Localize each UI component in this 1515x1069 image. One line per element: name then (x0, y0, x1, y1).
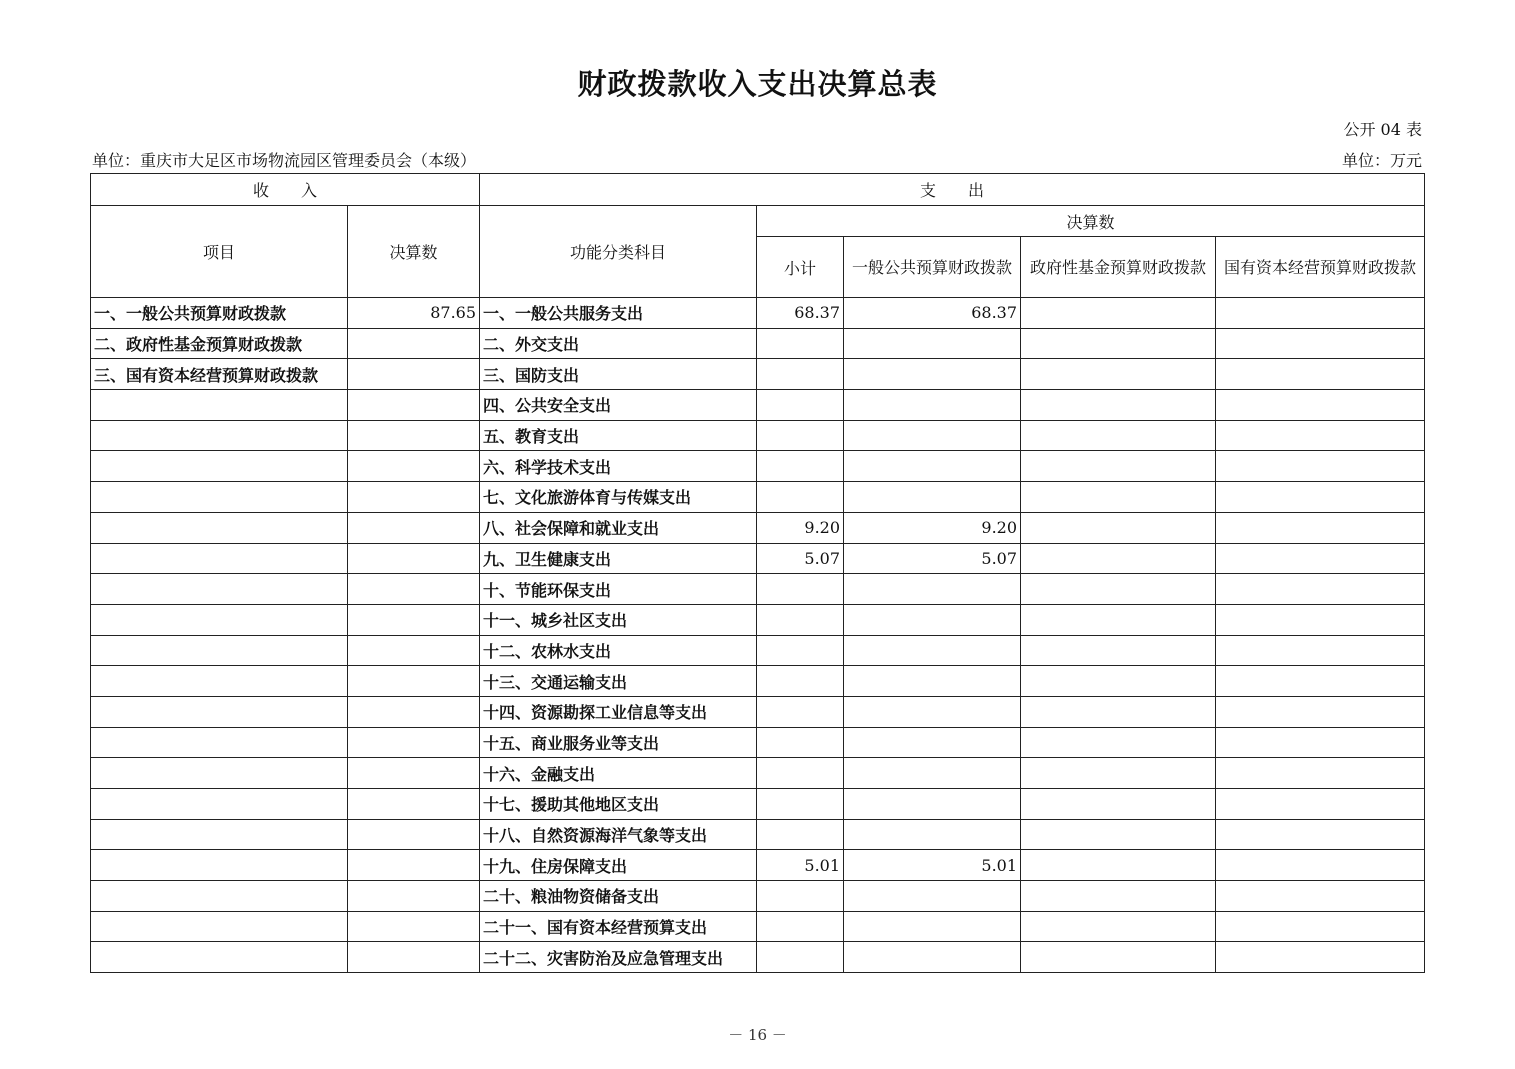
general-budget-cell (844, 881, 1021, 912)
income-item-cell: 一、一般公共预算财政拨款 (91, 298, 348, 329)
income-amount-cell (348, 911, 480, 942)
page-title: 财政拨款收入支出决算总表 (577, 67, 938, 101)
state-capital-cell (1216, 635, 1425, 666)
income-item-cell (91, 574, 348, 605)
subtotal-cell (757, 420, 844, 451)
income-item-cell (91, 942, 348, 973)
income-amount-cell (348, 789, 480, 820)
table-row (91, 727, 1425, 758)
general-budget-cell (844, 666, 1021, 697)
gov-fund-cell (1021, 635, 1216, 666)
income-amount-cell (348, 390, 480, 421)
subtotal-cell: 68.37 (757, 298, 844, 329)
table-row (91, 543, 1425, 574)
expense-item-cell: 五、教育支出 (480, 420, 757, 451)
budget-table (90, 173, 1425, 973)
subtotal-cell (757, 451, 844, 482)
state-capital-cell (1216, 359, 1425, 390)
expense-item-cell: 十五、商业服务业等支出 (480, 727, 757, 758)
amount-header: 决算数 (348, 206, 480, 298)
general-budget-cell (844, 451, 1021, 482)
income-item-cell (91, 543, 348, 574)
income-amount-cell (348, 758, 480, 789)
table-row (91, 482, 1425, 513)
general-budget-cell (844, 942, 1021, 973)
income-amount-cell (348, 635, 480, 666)
currency-unit: 单位：万元 (1341, 151, 1422, 170)
general-budget-cell: 5.07 (844, 543, 1021, 574)
subtotal-cell: 9.20 (757, 512, 844, 543)
gov-fund-header: 政府性基金预算财政拨款 (1021, 237, 1216, 298)
subtotal-cell (757, 574, 844, 605)
state-capital-cell (1216, 758, 1425, 789)
expense-item-cell: 十六、金融支出 (480, 758, 757, 789)
table-row (91, 390, 1425, 421)
state-capital-cell (1216, 819, 1425, 850)
income-item-cell (91, 512, 348, 543)
expense-item-cell: 二十一、国有资本经营预算支出 (480, 911, 757, 942)
expense-item-cell: 十二、农林水支出 (480, 635, 757, 666)
gov-fund-cell (1021, 543, 1216, 574)
subtotal-cell (757, 666, 844, 697)
general-budget-cell: 9.20 (844, 512, 1021, 543)
state-capital-cell (1216, 881, 1425, 912)
expense-item-cell: 九、卫生健康支出 (480, 543, 757, 574)
income-item-cell (91, 482, 348, 513)
gov-fund-cell (1021, 512, 1216, 543)
general-budget-cell (844, 696, 1021, 727)
subtotal-cell: 5.07 (757, 543, 844, 574)
subtotal-cell: 5.01 (757, 850, 844, 881)
gov-fund-cell (1021, 789, 1216, 820)
state-capital-cell (1216, 850, 1425, 881)
general-budget-cell (844, 482, 1021, 513)
income-amount-cell (348, 328, 480, 359)
general-budget-cell (844, 390, 1021, 421)
table-row (91, 696, 1425, 727)
general-budget-cell: 68.37 (844, 298, 1021, 329)
general-budget-cell (844, 635, 1021, 666)
gov-fund-cell (1021, 758, 1216, 789)
header-row-1 (91, 174, 1425, 206)
income-item-cell (91, 789, 348, 820)
income-amount-cell (348, 574, 480, 605)
subtotal-cell (757, 758, 844, 789)
gov-fund-cell (1021, 328, 1216, 359)
state-capital-cell (1216, 328, 1425, 359)
state-capital-cell (1216, 666, 1425, 697)
expense-item-cell: 二、外交支出 (480, 328, 757, 359)
general-budget-cell (844, 819, 1021, 850)
subtotal-cell (757, 359, 844, 390)
expense-item-cell: 六、科学技术支出 (480, 451, 757, 482)
subtotal-cell (757, 696, 844, 727)
gov-fund-cell (1021, 298, 1216, 329)
expense-item-cell: 十一、城乡社区支出 (480, 604, 757, 635)
income-amount-cell (348, 727, 480, 758)
table-row (91, 420, 1425, 451)
gov-fund-cell (1021, 574, 1216, 605)
expense-item-cell: 十四、资源勘探工业信息等支出 (480, 696, 757, 727)
table-row (91, 328, 1425, 359)
function-category-header: 功能分类科目 (480, 206, 757, 298)
general-budget-cell (844, 328, 1021, 359)
general-budget-cell (844, 604, 1021, 635)
table-row (91, 942, 1425, 973)
income-amount-cell (348, 543, 480, 574)
state-capital-cell (1216, 604, 1425, 635)
income-amount-cell (348, 359, 480, 390)
subtotal-cell (757, 727, 844, 758)
subtotal-cell (757, 942, 844, 973)
state-capital-cell (1216, 696, 1425, 727)
expense-item-cell: 一、一般公共服务支出 (480, 298, 757, 329)
income-item-cell (91, 881, 348, 912)
expense-item-cell: 十七、援助其他地区支出 (480, 789, 757, 820)
income-item-cell (91, 850, 348, 881)
income-item-cell (91, 420, 348, 451)
income-amount-cell (348, 420, 480, 451)
state-capital-cell (1216, 727, 1425, 758)
income-amount-cell (348, 850, 480, 881)
income-amount-cell (348, 604, 480, 635)
gov-fund-cell (1021, 482, 1216, 513)
income-amount-cell (348, 482, 480, 513)
reporting-unit: 单位：重庆市大足区市场物流园区管理委员会（本级） (92, 151, 477, 170)
income-item-cell (91, 451, 348, 482)
general-budget-cell (844, 727, 1021, 758)
table-row (91, 789, 1425, 820)
gov-fund-cell (1021, 881, 1216, 912)
state-capital-cell (1216, 911, 1425, 942)
table-row (91, 604, 1425, 635)
expense-item-cell: 二十、粮油物资储备支出 (480, 881, 757, 912)
item-header: 项目 (91, 206, 348, 298)
expense-item-cell: 十八、自然资源海洋气象等支出 (480, 819, 757, 850)
state-capital-header: 国有资本经营预算财政拨款 (1216, 237, 1425, 298)
subtotal-cell (757, 635, 844, 666)
header-row-2 (91, 206, 1425, 237)
gov-fund-cell (1021, 911, 1216, 942)
general-budget-cell (844, 359, 1021, 390)
expense-item-cell: 十、节能环保支出 (480, 574, 757, 605)
table-row (91, 574, 1425, 605)
gov-fund-cell (1021, 604, 1216, 635)
general-budget-cell (844, 574, 1021, 605)
gov-fund-cell (1021, 850, 1216, 881)
expense-item-cell: 七、文化旅游体育与传媒支出 (480, 482, 757, 513)
gov-fund-cell (1021, 727, 1216, 758)
income-amount-cell (348, 819, 480, 850)
table-row (91, 512, 1425, 543)
expense-item-cell: 十九、住房保障支出 (480, 850, 757, 881)
income-amount-cell (348, 881, 480, 912)
gov-fund-cell (1021, 942, 1216, 973)
income-item-cell (91, 696, 348, 727)
general-budget-cell: 5.01 (844, 850, 1021, 881)
final-amount-header: 决算数 (757, 206, 1425, 237)
income-amount-cell: 87.65 (348, 298, 480, 329)
state-capital-cell (1216, 942, 1425, 973)
state-capital-cell (1216, 451, 1425, 482)
income-amount-cell (348, 512, 480, 543)
expense-item-cell: 十三、交通运输支出 (480, 666, 757, 697)
income-amount-cell (348, 696, 480, 727)
income-amount-cell (348, 451, 480, 482)
income-amount-cell (348, 942, 480, 973)
state-capital-cell (1216, 789, 1425, 820)
state-capital-cell (1216, 298, 1425, 329)
income-item-cell: 三、国有资本经营预算财政拨款 (91, 359, 348, 390)
income-item-cell: 二、政府性基金预算财政拨款 (91, 328, 348, 359)
expense-header: 支 出 (480, 174, 1425, 206)
income-item-cell (91, 758, 348, 789)
income-item-cell (91, 727, 348, 758)
subtotal-cell (757, 604, 844, 635)
state-capital-cell (1216, 512, 1425, 543)
gov-fund-cell (1021, 696, 1216, 727)
general-budget-cell (844, 420, 1021, 451)
table-row (91, 451, 1425, 482)
income-item-cell (91, 604, 348, 635)
income-item-cell (91, 390, 348, 421)
table-row (91, 819, 1425, 850)
gov-fund-cell (1021, 390, 1216, 421)
income-header: 收 入 (91, 174, 480, 206)
subtotal-cell (757, 482, 844, 513)
table-row (91, 298, 1425, 329)
gov-fund-cell (1021, 420, 1216, 451)
subtotal-cell (757, 390, 844, 421)
general-budget-cell (844, 911, 1021, 942)
table-row (91, 850, 1425, 881)
table-row (91, 881, 1425, 912)
income-amount-cell (348, 666, 480, 697)
table-row (91, 359, 1425, 390)
subtotal-cell (757, 789, 844, 820)
state-capital-cell (1216, 390, 1425, 421)
income-item-cell (91, 635, 348, 666)
general-budget-cell (844, 789, 1021, 820)
form-number: 公开 04 表 (1343, 120, 1422, 139)
table-row (91, 911, 1425, 942)
state-capital-cell (1216, 420, 1425, 451)
state-capital-cell (1216, 543, 1425, 574)
expense-item-cell: 二十二、灾害防治及应急管理支出 (480, 942, 757, 973)
gov-fund-cell (1021, 451, 1216, 482)
table-row (91, 758, 1425, 789)
gov-fund-cell (1021, 819, 1216, 850)
gov-fund-cell (1021, 359, 1216, 390)
subtotal-cell (757, 819, 844, 850)
subtotal-cell (757, 881, 844, 912)
table-row (91, 666, 1425, 697)
expense-item-cell: 四、公共安全支出 (480, 390, 757, 421)
subtotal-header: 小计 (757, 237, 844, 298)
state-capital-cell (1216, 482, 1425, 513)
state-capital-cell (1216, 574, 1425, 605)
subtotal-cell (757, 911, 844, 942)
expense-item-cell: 三、国防支出 (480, 359, 757, 390)
table-row (91, 635, 1425, 666)
general-budget-cell (844, 758, 1021, 789)
income-item-cell (91, 819, 348, 850)
expense-item-cell: 八、社会保障和就业支出 (480, 512, 757, 543)
gov-fund-cell (1021, 666, 1216, 697)
subtotal-cell (757, 328, 844, 359)
general-budget-header: 一般公共预算财政拨款 (844, 237, 1021, 298)
income-item-cell (91, 911, 348, 942)
page-number: － 16 － (728, 1026, 787, 1044)
income-item-cell (91, 666, 348, 697)
